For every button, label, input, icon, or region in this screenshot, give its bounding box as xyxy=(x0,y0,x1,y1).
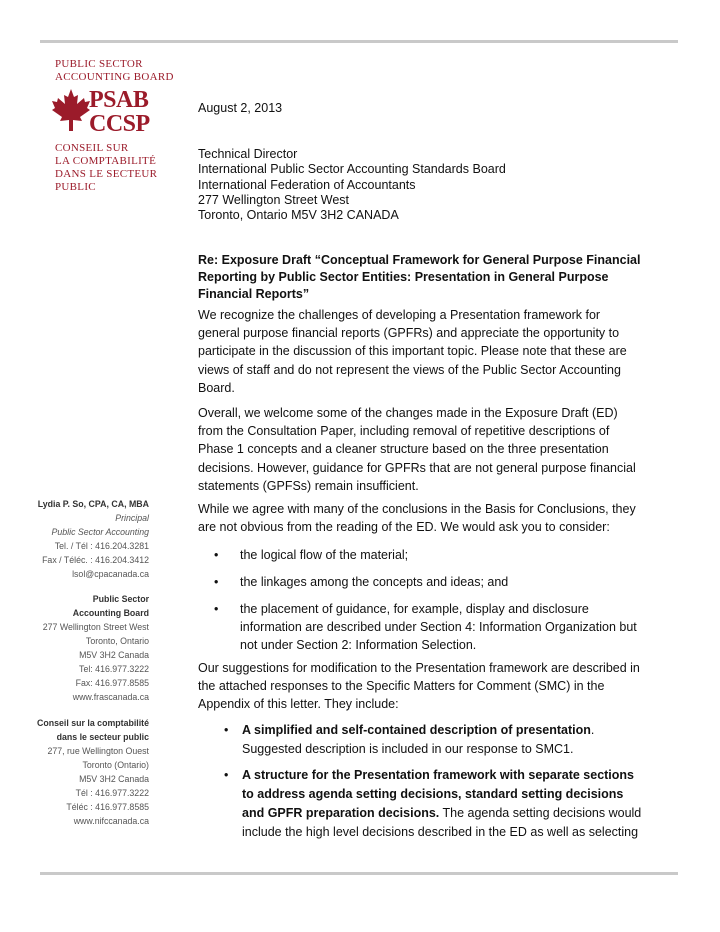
paragraph-intro xyxy=(198,306,663,397)
paragraph-line: We recognize the challenges of developing a Presentation framework for xyxy=(198,308,601,322)
logo-text-line: PUBLIC xyxy=(55,181,96,193)
logo-text-line: CONSEIL SUR xyxy=(55,142,129,154)
list-item xyxy=(198,721,668,759)
list-item-text: not under Section 2: Information Selection. xyxy=(240,638,477,652)
sidebar-ccsp xyxy=(20,716,149,828)
top-divider xyxy=(40,40,678,43)
logo-text-line: ACCOUNTING BOARD xyxy=(55,71,174,83)
address-line: International Public Sector Accounting Standards Board xyxy=(198,162,506,177)
paragraph-line: general purpose financial reports (GPFRs) and appreciate the opportunity to xyxy=(198,326,620,341)
consider-list xyxy=(198,573,663,591)
bullet-icon: • xyxy=(224,768,229,782)
list-item xyxy=(198,600,663,654)
list-item-text: information are described under Section 4: Information Organization but xyxy=(240,620,637,634)
list-item xyxy=(198,546,663,564)
consider-list xyxy=(198,600,663,654)
address-line: International Federation of Accountants xyxy=(198,177,416,192)
sidebar-psab xyxy=(20,592,149,704)
subject-line-text: Financial Reports” xyxy=(198,287,310,301)
org-fax: Téléc : 416.977.8585 xyxy=(66,802,149,812)
org-name: Public Sector xyxy=(92,594,149,604)
contact-name: Lydia P. So, CPA, CA, MBA xyxy=(37,499,149,509)
bullet-icon: • xyxy=(214,602,219,616)
logo-mark xyxy=(55,87,185,139)
recommendation-text: include the high level decisions described in the ED as well as selecting xyxy=(242,825,639,839)
logo-text-line: PUBLIC SECTOR xyxy=(55,58,143,70)
bullet-icon: • xyxy=(214,575,219,589)
psab-ccsp-logo xyxy=(55,58,185,194)
bottom-divider xyxy=(40,872,678,875)
paragraph-line: Board. xyxy=(198,380,235,395)
list-item-text: the placement of guidance, for example, display and disclosure xyxy=(240,602,589,616)
org-tel: Tél : 416.977.3222 xyxy=(75,788,149,798)
address-line: Toronto, Ontario M5V 3H2 CANADA xyxy=(198,208,399,223)
logo-text-line: LA COMPTABILITÉ xyxy=(55,155,157,167)
list-item-text: the logical flow of the material; xyxy=(240,548,409,562)
paragraph-line: participate in the discussion of this important topic. Please note that these are xyxy=(198,344,627,359)
paragraph-line: While we agree with many of the conclusions in the Basis for Conclusions, they xyxy=(198,502,636,516)
org-website[interactable]: www.nifccanada.ca xyxy=(73,816,149,826)
maple-leaf-icon xyxy=(51,87,91,133)
org-tel: Tel: 416.977.3222 xyxy=(79,664,149,674)
list-item xyxy=(198,766,668,842)
contact-org: Public Sector Accounting xyxy=(51,527,149,537)
org-website[interactable]: www.frascanada.ca xyxy=(72,692,149,702)
bullet-icon: • xyxy=(214,548,219,562)
logo-abbr-en: PSAB xyxy=(89,87,149,113)
address-line: Technical Director xyxy=(198,147,298,161)
paragraph-line: Appendix of this letter. They include: xyxy=(198,697,399,712)
sidebar-contact xyxy=(20,497,149,581)
paragraph-line: are not obvious from the reading of the ED. We would ask you to consider: xyxy=(198,520,610,535)
logo-abbreviation xyxy=(89,88,150,136)
org-fax: Fax: 416.977.8585 xyxy=(75,678,149,688)
letter-date: August 2, 2013 xyxy=(198,101,283,115)
paragraph-line: statements (GPFSs) remain insufficient. xyxy=(198,478,419,493)
org-address: Toronto, Ontario xyxy=(85,636,149,646)
paragraph-line: Our suggestions for modification to the Presentation framework are described in xyxy=(198,661,640,675)
org-name: Conseil sur la comptabilité xyxy=(37,718,149,728)
logo-abbr-fr: CCSP xyxy=(89,111,150,137)
subject-line xyxy=(198,252,663,303)
logo-text-line: DANS LE SECTEUR xyxy=(55,168,158,180)
org-address: M5V 3H2 Canada xyxy=(79,650,149,660)
paragraph-line: Overall, we welcome some of the changes made in the Exposure Draft (ED) xyxy=(198,406,618,420)
recommendation-heading: and GPFR preparation decisions. xyxy=(242,806,440,820)
recommendation-text: The agenda setting decisions would xyxy=(439,806,642,820)
list-item-text: the linkages among the concepts and ideas; and xyxy=(240,575,509,589)
paragraph-line: from the Consultation Paper, including removal of repetitive descriptions of xyxy=(198,424,610,439)
paragraph-line: the attached responses to the Specific Matters for Comment (SMC) in the xyxy=(198,679,605,694)
recommendation-punct: . xyxy=(590,723,595,737)
paragraph-line: Phase 1 concepts and a cleaner structure based on the three presentation xyxy=(198,442,609,457)
paragraph-line: views of staff and do not represent the views of the Public Sector Accounting xyxy=(198,362,621,377)
contact-email[interactable]: lsol@cpacanada.ca xyxy=(72,569,149,579)
consider-list xyxy=(198,546,663,564)
bullet-icon: • xyxy=(224,723,229,737)
recommendation-text: Suggested description is included in our response to SMC1. xyxy=(242,742,574,756)
contact-fax: Fax / Téléc. : 416.204.3412 xyxy=(42,555,149,565)
recommendation-heading: to address agenda setting decisions, standard setting decisions xyxy=(242,787,624,801)
org-address: M5V 3H2 Canada xyxy=(79,774,149,784)
org-name: Accounting Board xyxy=(72,608,149,618)
subject-line-text: Reporting by Public Sector Entities: Presentation in General Purpose xyxy=(198,270,609,284)
recipient-address xyxy=(198,147,663,223)
org-address: Toronto (Ontario) xyxy=(82,760,149,770)
org-address: 277 Wellington Street West xyxy=(42,622,149,632)
recommendation-heading: A structure for the Presentation framework with separate sections xyxy=(242,768,635,782)
paragraph-conclusions xyxy=(198,500,663,536)
recommendation-list xyxy=(198,721,668,759)
org-address: 277, rue Wellington Ouest xyxy=(47,746,149,756)
org-name: dans le secteur public xyxy=(56,732,149,742)
paragraph-suggestions xyxy=(198,659,663,714)
contact-title: Principal xyxy=(115,513,149,523)
subject-line-text: Re: Exposure Draft “Conceptual Framework for General Purpose Financial xyxy=(198,253,641,267)
recommendation-heading: A simplified and self-contained description of presentation xyxy=(242,723,591,737)
address-line: 277 Wellington Street West xyxy=(198,192,350,207)
contact-tel: Tel. / Tél : 416.204.3281 xyxy=(54,541,149,551)
paragraph-line: decisions. However, guidance for GPFRs that are not general purpose financial xyxy=(198,460,636,475)
recommendation-list xyxy=(198,766,668,842)
paragraph-overall xyxy=(198,404,663,495)
list-item xyxy=(198,573,663,591)
